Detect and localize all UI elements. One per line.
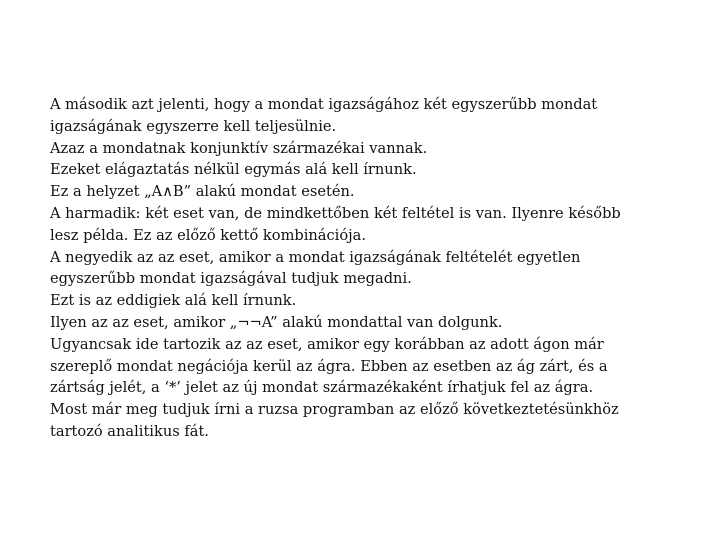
text-line: Ezeket elágaztatás nélkül egymás alá kell írnunk.: [50, 161, 417, 179]
text-line: Ilyen az az eset, amikor „¬¬A” alakú mondattal van dolgunk.: [50, 313, 503, 331]
body-text: [50, 94, 680, 443]
text-line: egyszerűbb mondat igazságával tudjuk megadni.: [50, 270, 412, 288]
text-line: szereplő mondat negációja kerül az ágra. Ebben az esetben az ág zárt, és a: [50, 357, 608, 375]
text-line: Ugyancsak ide tartozik az az eset, amikor egy korábban az adott ágon már: [50, 335, 604, 353]
text-line: lesz példa. Ez az előző kettő kombinációja.: [50, 226, 367, 244]
text-line: Most már meg tudjuk írni a ruzsa programban az előző következtetésünkhöz: [50, 401, 619, 419]
text-line: A harmadik: két eset van, de mindkettőben két feltétel is van. Ilyenre később: [50, 204, 621, 222]
text-line: zártság jelét, a ‘*’ jelet az új mondat származékaként írhatjuk fel az ágra.: [50, 379, 594, 397]
text-line: A második azt jelenti, hogy a mondat igazságához két egyszerűbb mondat: [50, 96, 598, 113]
text-line: Ez a helyzet „A∧B” alakú mondat esetén.: [50, 183, 355, 201]
text-line: Ezt is az eddigiek alá kell írnunk.: [50, 292, 297, 310]
text-line: Azaz a mondatnak konjunktív származékai vannak.: [50, 139, 428, 157]
text-line: A negyedik az az eset, amikor a mondat igazságának feltételét egyetlen: [50, 248, 581, 266]
text-line: igazságának egyszerre kell teljesülnie.: [50, 117, 337, 135]
text-line: tartozó analitikus fát.: [50, 422, 209, 440]
